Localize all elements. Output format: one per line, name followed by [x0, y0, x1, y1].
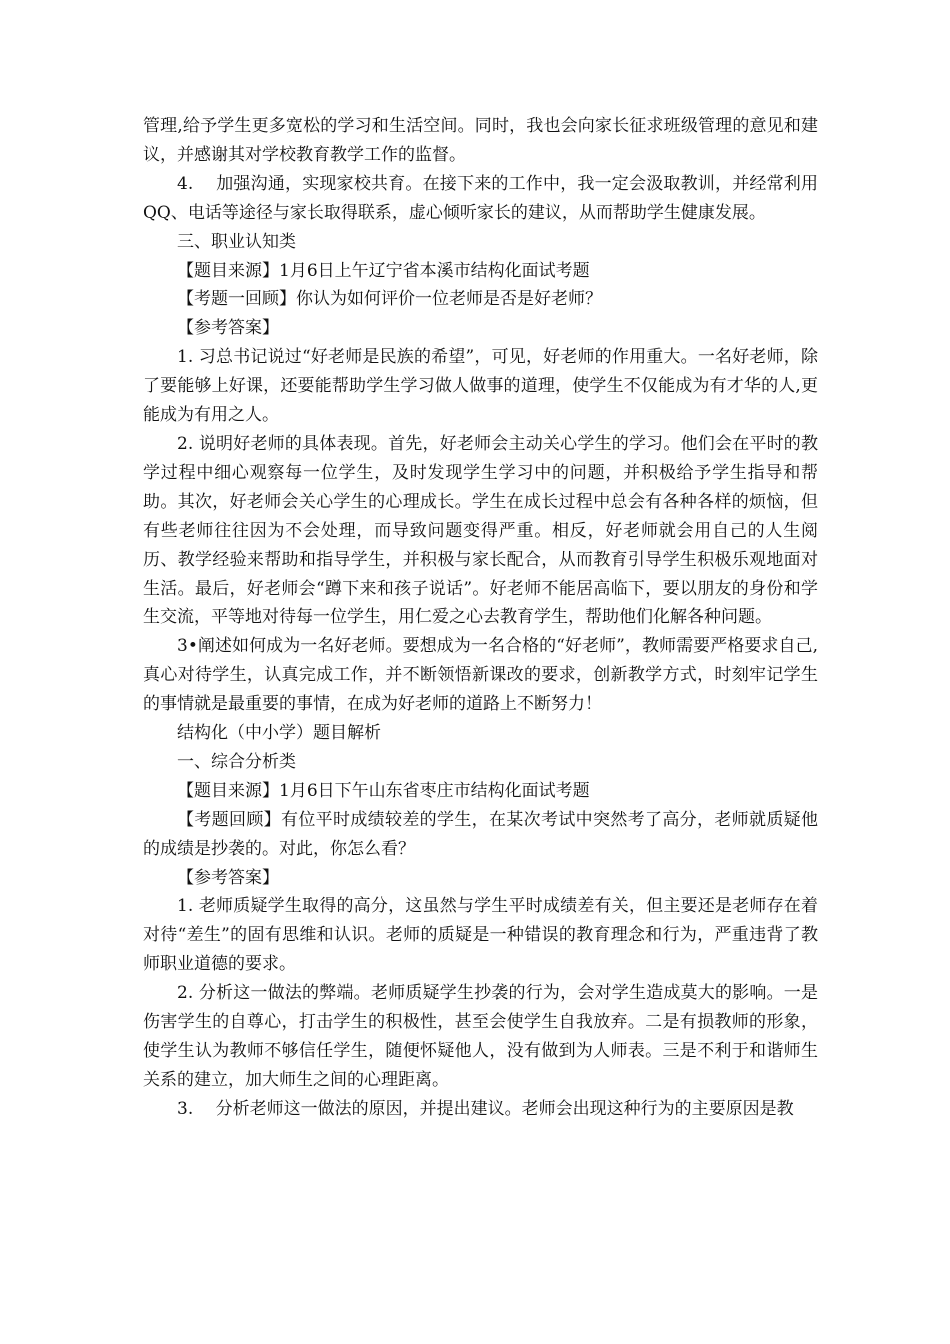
answer-point-2: 2. 说明好老师的具体表现。首先，好老师会主动关心学生的学习。他们会在平时的教学过程中细心观察每一位学生，及时发现学生学习中的问题，并积极给予学生指导和帮助。其次，好老师会关心学生的心理成长。学生在成长过程中总会有各种各样的烦恼，但有些老师往往因为不会处理，而导致问题变得严重。相反，好老师就会用自己的人生阅历、教学经验来帮助和指导学生，并积极与家长配合，从而教育引导学生积极乐观地面对生活。最后，好老师会“蹲下来和孩子说话”。好老师不能居高临下，要以朋友的身份和学生交流，平等地对待每一位学生，用仁爱之心去教育学生，帮助他们化解各种问题。: [143, 433, 818, 628]
section-heading-comprehensive-analysis: 一、综合分析类: [177, 751, 296, 772]
answer-point-1: 1. 老师质疑学生取得的高分，这虽然与学生平时成绩差有关，但主要还是老师存在着对待“差生”的固有思维和认识。老师的质疑是一种错误的教育理念和行为，严重违背了教师职业道德的要求。: [143, 896, 818, 975]
document-page: [143, 112, 818, 1124]
paragraph-continuation: 管理,给予学生更多宽松的学习和生活空间。同时，我也会向家长征求班级管理的意见和建议，并感谢其对学校教育教学工作的监督。: [143, 116, 818, 165]
section-title-structured: 结构化（中小学）题目解析: [177, 723, 381, 744]
answer-point-3: 3•阐述如何成为一名好老师。要想成为一名合格的“好老师”，教师需要严格要求自己,真心对待学生，认真完成工作，并不断领悟新课改的要求，创新教学方式，时刻牢记学生的事情就是最重要的事情，在成为好老师的道路上不断努力！: [143, 636, 818, 715]
question-review: 【考题一回顾】你认为如何评价一位老师是否是好老师？: [177, 289, 602, 310]
answer-point-1: 1. 习总书记说过“好老师是民族的希望”，可见，好老师的作用重大。一名好老师，除了要能够上好课，还要能帮助学生学习做人做事的道理，使学生不仅能成为有才华的人,更能成为有用之人。: [143, 347, 818, 426]
answer-point-2: 2. 分析这一做法的弊端。老师质疑学生抄袭的行为，会对学生造成莫大的影响。一是伤害学生的自尊心，打击学生的积极性，甚至会使学生自我放弃。二是有损教师的形象，使学生认为教师不够信任学生，随便怀疑他人，没有做到为人师表。三是不利于和谐师生关系的建立，加大师生之间的心理距离。: [143, 983, 818, 1090]
answer-point-3: 3. 分析老师这一做法的原因，并提出建议。老师会出现这种行为的主要原因是教: [177, 1098, 794, 1119]
reference-answer-label: 【参考答案】: [177, 867, 279, 888]
question-review: 【考题回顾】有位平时成绩较差的学生，在某次考试中突然考了高分，老师就质疑他的成绩是抄袭的。对此，你怎么看？: [143, 809, 818, 859]
section-heading-career-cognition: 三、职业认知类: [177, 231, 296, 252]
reference-answer-label: 【参考答案】: [177, 318, 279, 339]
paragraph-point-4: 4. 加强沟通，实现家校共育。在接下来的工作中，我一定会汲取教训，并经常利用QQ、电话等途径与家长取得联系，虚心倾听家长的建议，从而帮助学生健康发展。: [143, 173, 818, 223]
question-source: 【题目来源】1月6日下午山东省枣庄市结构化面试考题: [177, 780, 590, 801]
question-source: 【题目来源】1月6日上午辽宁省本溪市结构化面试考题: [177, 260, 590, 281]
